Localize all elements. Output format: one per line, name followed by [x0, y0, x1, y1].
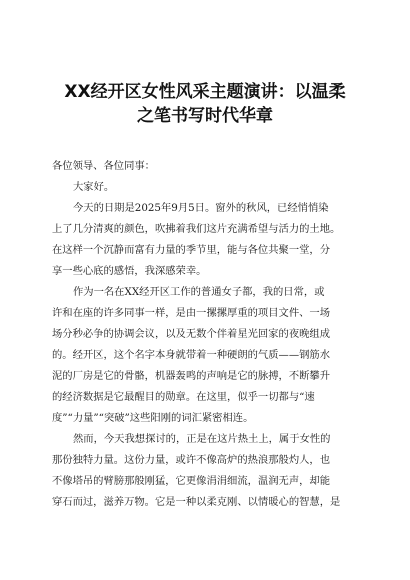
paragraph-line: 泥的厂房是它的骨骼，机器轰鸣的声响是它的脉搏，不断攀升 — [52, 370, 331, 382]
paragraph-line: 场分秒必争的协调会议，以及无数个伴着星光回家的夜晚组成 — [52, 328, 331, 340]
document-body — [52, 156, 358, 513]
paragraph-line: 享一些心底的感悟，我深感荣幸。 — [52, 265, 207, 277]
document-title — [52, 0, 358, 128]
paragraph-line: 的经济数据是它最醒目的勋章。在这里，似乎一切都与“速 — [52, 391, 315, 403]
paragraph-line: 许和在座的许多同事一样，是由一摞摞厚重的项目文件、一场 — [52, 307, 331, 319]
paragraph-line: 今天的日期是2025年9月5日。窗外的秋风，已经悄悄染 — [73, 202, 329, 214]
paragraph-line: 作为一名在XX经开区工作的普通女子都，我的日常，或 — [73, 286, 325, 298]
paragraph-line: 然而，今天我想探讨的，正是在这片热土上，属于女性的 — [73, 433, 331, 445]
title-line: XX经开区女性风采主题演讲：以温柔 — [64, 82, 346, 102]
greeting: 大家好。 — [73, 181, 115, 193]
paragraph-line: 那份独特力量。这份力量，或许不像高炉的热浪那般灼人，也 — [52, 454, 331, 466]
paragraph — [52, 198, 358, 282]
paragraph-line: 的。经开区，这个名字本身就带着一种硬朗的气质——钢筋水 — [52, 349, 331, 361]
paragraph — [52, 282, 358, 429]
paragraph-line: 不像塔吊的臂膀那般刚猛，它更像涓涓细流，温润无声，却能 — [52, 475, 331, 487]
salutation: 各位领导、各位同事： — [52, 160, 155, 172]
paragraph — [52, 429, 358, 513]
paragraph-line: 在这样一个沉静而富有力量的季节里，能与各位共聚一堂，分 — [52, 244, 331, 256]
title-line: 之笔书写时代华章 — [137, 106, 273, 126]
paragraph-line: 度”“力量”“突破”这些阳刚的词汇紧密相连。 — [52, 412, 254, 424]
paragraph-line: 穿石而过，滋养万物。它是一种以柔克刚、以情暖心的智慧，是 — [52, 496, 341, 508]
paragraph-line: 上了几分清爽的颜色，吹拂着我们这片充满希望与活力的土地。 — [52, 223, 341, 235]
